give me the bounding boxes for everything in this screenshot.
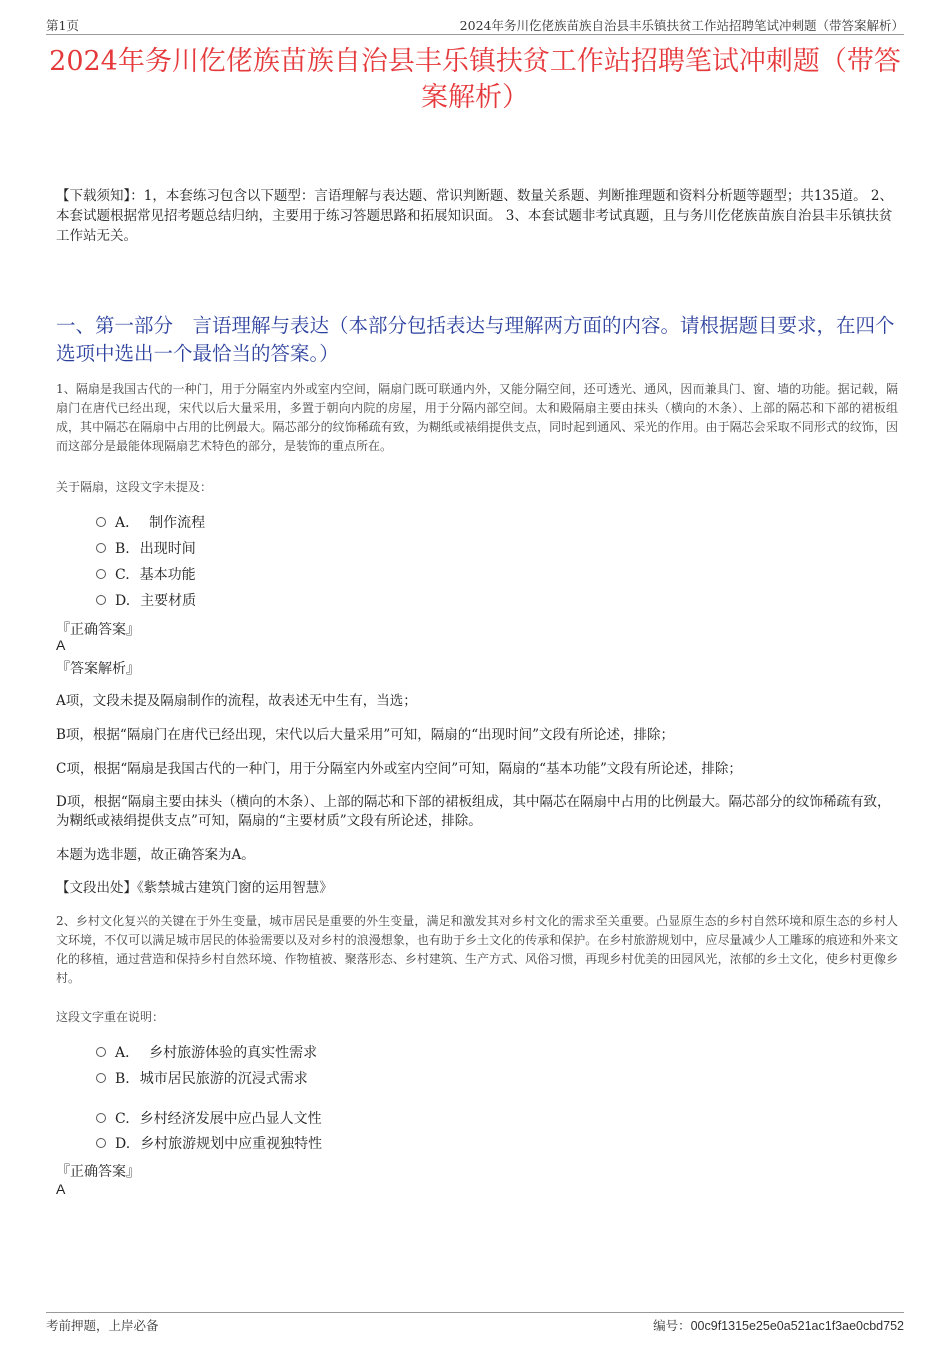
q1-passage: 1、隔扇是我国古代的一种门，用于分隔室内外或室内空间，隔扇门既可联通内外，又能分隔空间，还可透光、通风，因而兼具门、窗、墙的功能。据记载，隔扇门在唐代已经出现，宋代以后大量采用，多置于朝向内院的房屋，用于分隔内部空间。太和殿隔扇主要由抹头（横向的木条）、上部的隔芯和下部的裙板组成，其中隔芯在隔扇中占用的比例最大。隔芯部分的纹饰稀疏有致，为糊纸或裱绢提供支点，同时起到通风、采光的作用。由于隔芯会采取不同形式的纹饰，因而这部分是最能体现隔扇艺术特色的部分，是装饰的重点所在。: [56, 382, 898, 453]
q1-conclusion: 本题为选非题，故正确答案为A。: [56, 847, 255, 863]
radio-icon[interactable]: [96, 543, 106, 553]
radio-icon[interactable]: [96, 1047, 106, 1057]
footer-code: [653, 1316, 904, 1334]
footer-slogan: 考前押题，上岸必备: [46, 1318, 159, 1333]
q1-analysis-d: D项，根据“隔扇主要由抹头（横向的木条）、上部的隔芯和下部的裙板组成，其中隔芯在隔扇中占用的比例最大。隔芯部分的纹饰稀疏有致，为糊纸或裱绢提供支点”可知，隔扇的“主要材质”文段有所论述，排除。: [56, 794, 891, 829]
radio-icon[interactable]: [96, 595, 106, 605]
q1-answer-label: 『正确答案』: [56, 622, 140, 638]
q1-stem: 关于隔扇，这段文字未提及：: [56, 480, 213, 494]
page-header: [46, 14, 904, 35]
radio-icon[interactable]: [96, 1138, 106, 1148]
radio-icon[interactable]: [96, 517, 106, 527]
q2-passage: 2、乡村文化复兴的关键在于外生变量，城市居民是重要的外生变量，满足和激发其对乡村文化的需求至关重要。凸显原生态的乡村自然环境和原生态的乡村人文环境，不仅可以满足城市居民的体验需要以及对乡村的浪漫想象，也有助于乡土文化的传承和保护。在乡村旅游规划中，应尽量减少人工雕琢的痕迹和外来文化的移植，通过营造和保持乡村自然环境、作物植被、聚落形态、乡村建筑、生产方式、风俗习惯，再现乡村优美的田园风光，浓郁的乡土文化，使乡村更像乡村。: [56, 914, 898, 985]
q1-option-a[interactable]: A． 制作流程: [96, 512, 205, 532]
page-number: 第1页: [46, 18, 79, 33]
q2-option-a[interactable]: A． 乡村旅游体验的真实性需求: [96, 1042, 317, 1062]
q1-option-b[interactable]: B. 出现时间: [96, 538, 196, 558]
q1-option-d[interactable]: D. 主要材质: [96, 590, 196, 610]
header-doc-title: 2024年务川仡佬族苗族自治县丰乐镇扶贫工作站招聘笔试冲刺题（带答案解析）: [459, 18, 904, 33]
document-title: 2024年务川仡佬族苗族自治县丰乐镇扶贫工作站招聘笔试冲刺题（带答案解析）: [49, 46, 901, 113]
section-heading: 一、第一部分 言语理解与表达（本部分包括表达与理解两方面的内容。请根据题目要求，在四个选项中选出一个最恰当的答案。）: [56, 314, 895, 365]
q1-analysis-c: C项，根据“隔扇是我国古代的一种门，用于分隔室内外或室内空间”可知，隔扇的“基本功能”文段有所论述，排除；: [56, 761, 742, 777]
footer-code-value: 00c9f1315e25e0a521ac1f3ae0cbd752: [690, 1319, 904, 1333]
q1-analysis-b: B项，根据“隔扇门在唐代已经出现，宋代以后大量采用”可知，隔扇的“出现时间”文段有所论述，排除；: [56, 727, 675, 743]
radio-icon[interactable]: [96, 1073, 106, 1083]
q1-analysis-label: 『答案解析』: [56, 661, 140, 677]
q2-option-b[interactable]: B. 城市居民旅游的沉浸式需求: [96, 1068, 308, 1088]
footer-code-label: 编号：: [653, 1318, 691, 1333]
q1-source: 【文段出处】《紫禁城古建筑门窗的运用智慧》: [56, 880, 333, 896]
q2-answer: A: [56, 1181, 66, 1197]
download-notice: 【下载须知】：1，本套练习包含以下题型：言语理解与表达题、常识判断题、数量关系题、判断推理题和资料分析题等题型；共135道。 2、本套试题根据常见招考题总结归纳，主要用于练习答题思路和拓展知识面。 3、本套试题非考试真题，且与务川仡佬族苗族自治县丰乐镇扶贫工作站无关。: [56, 188, 893, 244]
q1-option-c[interactable]: C. 基本功能: [96, 564, 196, 584]
q2-option-d[interactable]: D. 乡村旅游规划中应重视独特性: [96, 1133, 322, 1153]
q2-option-c[interactable]: C. 乡村经济发展中应凸显人文性: [96, 1108, 322, 1128]
radio-icon[interactable]: [96, 1113, 106, 1123]
q1-answer: A: [56, 637, 66, 653]
q2-stem: 这段文字重在说明：: [56, 1010, 165, 1024]
q2-answer-label: 『正确答案』: [56, 1164, 140, 1180]
q1-analysis-a: A项，文段未提及隔扇制作的流程，故表述无中生有，当选；: [56, 693, 417, 709]
page-footer: [46, 1312, 904, 1331]
radio-icon[interactable]: [96, 569, 106, 579]
